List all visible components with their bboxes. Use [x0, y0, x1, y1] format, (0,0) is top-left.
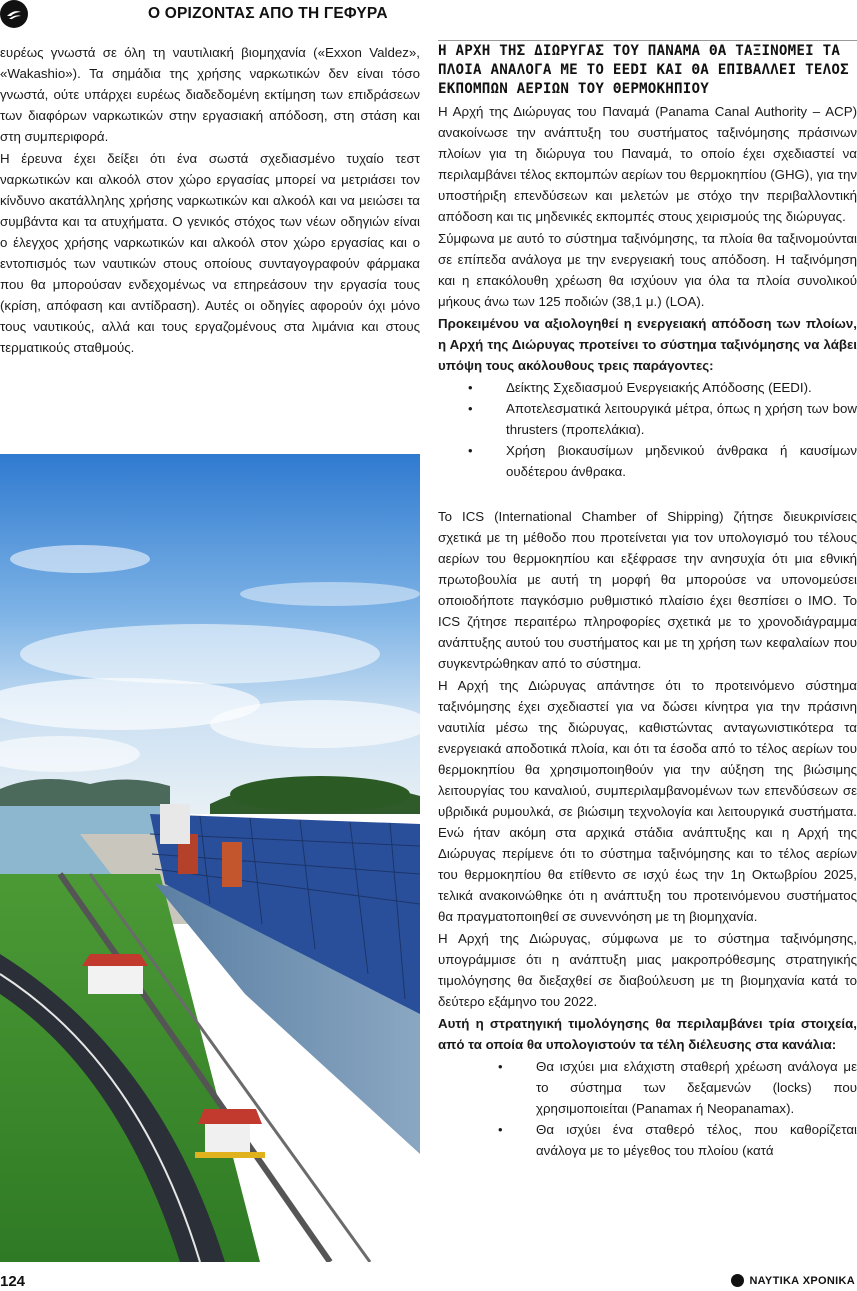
panama-canal-photo: [0, 454, 420, 1262]
list-item: • Αποτελεσματικά λειτουργικά μέτρα, όπως η χρήση των bow thrusters (προπελάκια).: [506, 398, 857, 440]
magazine-logo-icon: [0, 0, 28, 28]
right-paragraph-4: Το ICS (International Chamber of Shipping) ζήτησε διευκρινίσεις σχετικά με τη μέθοδο που προτείνεται για τον υπολογισμό του τέλους αερίων του θερμοκηπίου και εξέφρασε την ανησυχία ότι μια εθνική πρωτοβουλία με αυτή τη μορφή θα μπορούσε να υπονομεύσει οποιοδήποτε παγκόσμιο ρυθμιστικό πλαίσιο έχει θεσπίσει ο IMO. Το ICS ζήτησε περαιτέρω πληροφορίες σχετικά με το χρονοδιάγραμμα ανάπτυξης αυτού του συστήματος και με τη χρήση των κεφαλαίων που συγκεντρώθηκαν από το σύστημα.: [438, 509, 857, 671]
right-paragraph-1: Η Αρχή της Διώρυγας του Παναμά (Panama Canal Authority – ACP) ανακοίνωσε την ανάπτυξη του συστήματος ταξινόμησης πράσινων πλοίων για τη διώρυγα του Παναμά, το οποίο έχει σχεδιαστεί να περιλαμβάνει τέλος εκπομπών αερίων του θερμοκηπίου (GHG), για την υποστήριξη επενδύσεων και μελετών με στόχο την περιβαλλοντική απόδοση και τις μηδενικές εκπομπές στους χειρισμούς της διώρυγας.: [438, 104, 857, 224]
footer-brand: [731, 1274, 855, 1287]
right-paragraph-5: Η Αρχή της Διώρυγας απάντησε ότι το προτεινόμενο σύστημα ταξινόμησης έχει σχεδιαστεί για να δώσει κίνητρα για την πράσινη ναυτιλία μέσω της διώρυγας, καθιστώντας ανταγωνιστικότερα τα ενεργειακά αποδοτικά πλοία, και ότι τα έσοδα από το τέλος αερίων του θερμοκηπίου θα χρησιμοποιηθούν για την αύξηση της βιώσιμης λειτουργίας του καναλιού, συμπεριλαμβανομένων των επενδύσεων σε υβριδικά ρυμουλκά, σε βιώσιμη τεχνολογία και λειτουργικά συστήματα. Ενώ ήταν ακόμη στα αρχικά στάδια ανάπτυξης και η Αρχή της Διώρυγας περίμενε ότι το σύστημα ταξινόμησης και το τέλος αερίων του θερμοκηπίου θα ετίθεντο σε ισχύ έως την 1η Οκτωβρίου 2025, τελικά ανακοινώθηκε ότι η ανάπτυξη του προτεινόμενου συστήματος θα πραγματοποιηθεί σε συνεννόηση με τη βιομηχανία.: [438, 678, 857, 924]
brand-name: ΝΑΥΤΙΚΑ ΧΡΟΝΙΚΑ: [749, 1274, 855, 1287]
factors-list: [506, 377, 857, 482]
right-paragraph-6: Η Αρχή της Διώρυγας, σύμφωνα με το σύστημα ταξινόμησης, υπογράμμισε ότι η ανάπτυξη μιας μακροπρόθεσμης στρατηγικής τιμολόγησης θα διεξαχθεί σε διαβούλευση με τη βιομηχανία κατά το δεύτερο εξάμηνο του 2022.: [438, 931, 857, 1009]
right-column: [438, 42, 857, 1163]
list-item: • Χρήση βιοκαυσίμων μηδενικού άνθρακα ή καυσίμων ουδέτερου άνθρακα.: [506, 440, 857, 482]
left-paragraph-1: ευρέως γνωστά σε όλη τη ναυτιλιακή βιομηχανία («Exxon Valdez», «Wakashio»). Τα σημάδια της χρήσης ναρκωτικών δεν είναι τόσο γνωστά, ούτε υπάρχει ευρέως διαδεδομένη εκτίμηση των επιδράσεων των διαφόρων ναρκωτικών στην εργασιακή απόδοση, στη στάση και στη συμπεριφορά.: [0, 45, 420, 144]
right-paragraph-2: Σύμφωνα με αυτό το σύστημα ταξινόμησης, τα πλοία θα ταξινομούνται σε επίπεδα ανάλογα με την ενεργειακή τους απόδοση. Η ταξινόμηση και η επακόλουθη χρέωση θα ισχύουν για όλα τα πλοία συνολικού μήκους άνω των 125 ποδιών (38,1 μ.) (LOA).: [438, 231, 857, 309]
right-paragraph-7-bold: Αυτή η στρατηγική τιμολόγησης θα περιλαμβάνει τρία στοιχεία, από τα οποία θα υπολογιστούν τα τέλη διέλευσης στα κανάλια:: [438, 1016, 857, 1052]
left-paragraph-2: Η έρευνα έχει δείξει ότι ένα σωστά σχεδιασμένο τυχαίο τεστ ναρκωτικών και αλκοόλ στον χώρο εργασίας μπορεί να μετριάσει τον κίνδυνο ακατάλληλης χρήσης ναρκωτικών και αλκοόλ και να μειώσει τα συμβάντα και τα ατυχήματα. Ο γενικός στόχος των νέων οδηγιών είναι ο έλεγχος χρήσης ναρκωτικών και αλκοόλ στον χώρο εργασίας και ο εντοπισμός των ναυτικών στους οποίους συνταγογραφούν φάρμακα που θα μπορούσαν ενδεχομένως να επηρεάσουν την εργασία τους (κρίση, απόφαση και αντίδραση). Αυτές οι οδηγίες αφορούν όχι μόνο τους ναυτικούς, αλλά και τους εργαζομένους στα λιμάνια και στους τερματικούς σταθμούς.: [0, 151, 420, 355]
page-header: [0, 0, 857, 34]
nautika-chronika-logo-icon: [731, 1274, 744, 1287]
section-title: Ο ΟΡΙΖΟΝΤΑΣ ΑΠΟ ΤΗ ΓΕΦΥΡΑ: [148, 5, 388, 22]
column-rule: [438, 40, 857, 41]
list-item: • Δείκτης Σχεδιασμού Ενεργειακής Απόδοσης (EEDI).: [506, 377, 857, 398]
right-paragraph-3-bold: Προκειμένου να αξιολογηθεί η ενεργειακή απόδοση των πλοίων, η Αρχή της Διώρυγας προτείνει το σύστημα ταξινόμησης να λάβει υπόψη τους ακόλουθους τρεις παράγοντες:: [438, 316, 857, 373]
article-headline: Η ΑΡΧΗ ΤΗΣ ΔΙΩΡΥΓΑΣ ΤΟΥ ΠΑΝΑΜΑ ΘΑ ΤΑΞΙΝΟΜΕΙ ΤΑ ΠΛΟΙΑ ΑΝΑΛΟΓΑ ΜΕ ΤΟ EEDI ΚΑΙ ΘΑ ΕΠΙΒΑΛΛΕΙ ΤΕΛΟΣ ΕΚΠΟΜΠΩΝ ΑΕΡΙΩΝ ΤΟΥ ΘΕΡΜΟΚΗΠΙΟΥ: [438, 43, 849, 97]
left-column: [0, 42, 420, 359]
page-number: 124: [0, 1273, 26, 1290]
pricing-elements-list: [536, 1056, 857, 1161]
list-item: • Θα ισχύει ένα σταθερό τέλος, που καθορίζεται ανάλογα με το μέγεθος του πλοίου (κατά: [536, 1119, 857, 1161]
list-item: • Θα ισχύει μια ελάχιστη σταθερή χρέωση ανάλογα με το σύστημα των δεξαμενών (locks) που χρησιμοποιείται (Panamax ή Neopanamax).: [536, 1056, 857, 1119]
